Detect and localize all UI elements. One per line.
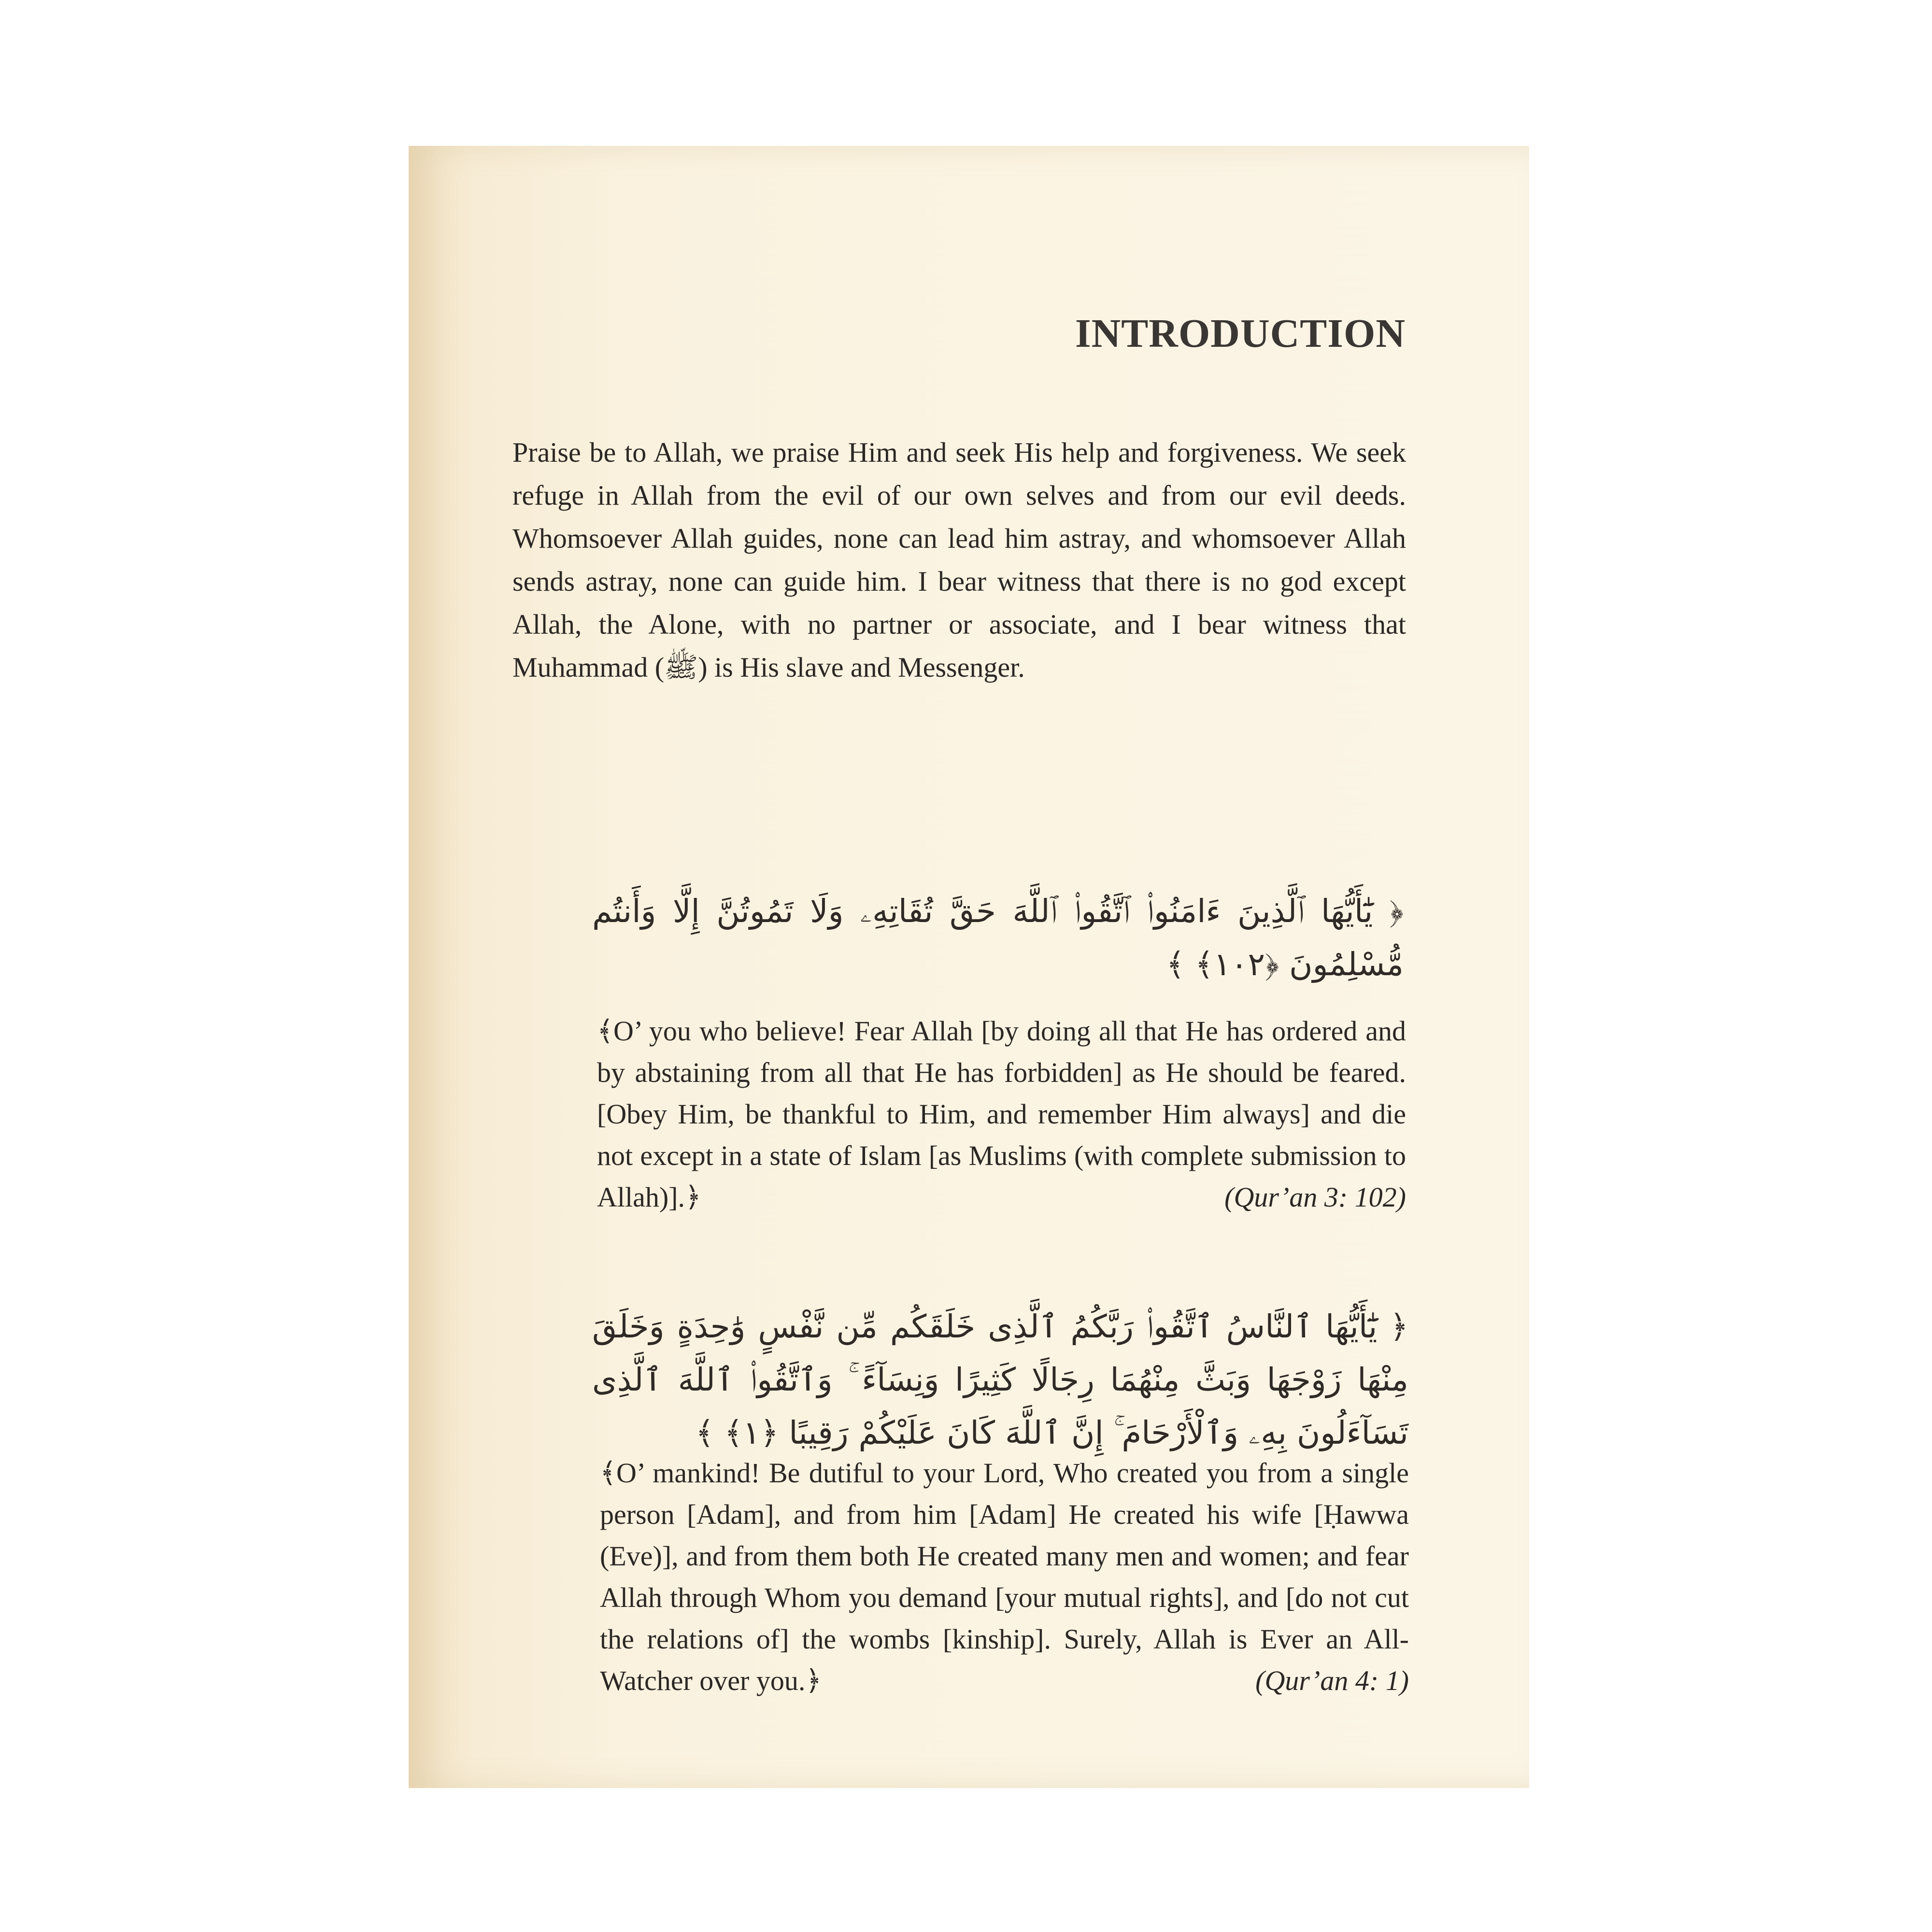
verse-reference: (Qur’an 3: 102)	[1224, 1181, 1406, 1213]
arabic-verse-2: ﴿ يَٰٓأَيُّهَا ٱلنَّاسُ ٱتَّقُوا۟ رَبَّكُمُ ٱلَّذِى خَلَقَكُم مِّن نَّفْسٍ وَٰحِدَةٍ وَخَلَقَ مِنْهَا زَوْجَهَا وَبَثَّ مِنْهُمَا رِجَالًا كَثِيرًا وَنِسَآءً ۚ وَٱتَّقُوا۟ ٱللَّهَ ٱلَّذِى تَسَآءَلُونَ بِهِۦ وَٱلْأَرْحَامَ ۚ إِنَّ ٱللَّهَ كَانَ عَلَيْكُمْ رَقِيبًا ﴿١﴾ ﴾	[592, 1308, 1408, 1451]
page-title: INTRODUCTION	[1075, 311, 1406, 356]
verse-reference: (Qur’an 4: 1)	[1255, 1665, 1409, 1696]
arabic-verse-1: ﴿ يَٰٓأَيُّهَا ٱلَّذِينَ ءَامَنُوا۟ ٱتَّقُوا۟ ٱللَّهَ حَقَّ تُقَاتِهِۦ وَلَا تَمُوتُنَّ إِلَّا وَأَنتُم مُّسْلِمُونَ ﴿١٠٢﴾ ﴾	[592, 893, 1404, 983]
intro-paragraph: Praise be to Allah, we praise Him and seek His help and forgiveness. We seek refuge in Allah from the evil of our own selves and from our evil deeds. Whomsoever Allah guides, none can lead him astray, and whomsoever Allah sends astray, none can guide him. I bear witness that there is no god except Allah, the Alone, with no partner or associate, and I bear witness that Muhammad (ﷺ) is His slave and Messenger.	[512, 437, 1406, 683]
verse-translation-2	[600, 1452, 1409, 1702]
verse-translation-1	[597, 1010, 1406, 1218]
verse-translation-text: ﴾O’ mankind! Be dutiful to your Lord, Who created you from a single person [Adam], and from him [Adam] He created his wife [Ḥawwa (Eve)], and from them both He created many men and women; and fear Allah through Whom you demand [your mutual rights], and [do not cut the relations of] the wombs [kinship]. Surely, Allah is Ever an All-Watcher over you.﴿	[600, 1457, 1409, 1696]
book-page	[409, 146, 1529, 1788]
verse-translation-text: ﴾O’ you who believe! Fear Allah [by doing all that He has ordered and by abstaining from all that He has forbidden] as He should be feared. [Obey Him, be thankful to Him, and remember Him always] and die not except in a state of Islam [as Muslims (with complete submission to Allah)].﴿	[597, 1015, 1406, 1213]
